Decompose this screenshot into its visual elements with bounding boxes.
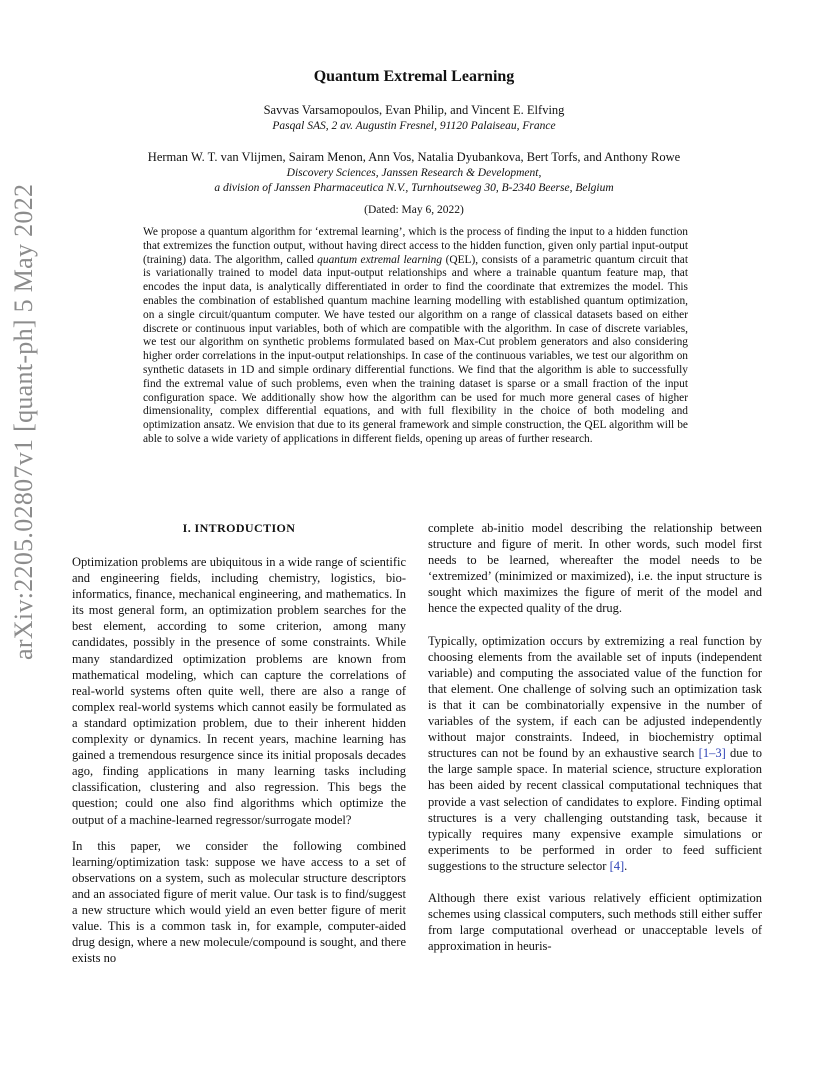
arxiv-identifier[interactable]: arXiv:2205.02807v1 [quant-ph] 5 May 2022 <box>9 183 38 660</box>
intro-paragraph-3: complete ab-initio model describing the relationship between structure and figure of merit. In other words, such model first needs to be learned, whereafter the model needs to be ‘extremized’ (minimized or maximized), i.e. the input structure is sought which maximizes the figure of merit of the model and hence the expected quality of the drug. <box>428 521 762 616</box>
author-list-1: Savvas Varsamopoulos, Evan Philip, and Vincent E. Elfving <box>263 103 565 117</box>
abstract-text-1: We propose a quantum algorithm for ‘extremal learning’, which is the process of finding the input to a hidden function that extremizes the function output, without having direct access to the hidden function, given only partial input-output (training) data. The algorithm, called <box>143 226 688 266</box>
citation-link-1-3[interactable]: [1–3] <box>698 746 726 761</box>
section-heading-introduction: I. INTRODUCTION <box>182 521 296 535</box>
intro-p4-text-c: . <box>624 858 628 873</box>
intro-p4-text-a: Typically, optimization occurs by extremizing a real function by choosing elements from the available set of inputs (independent variable) and computing the associated value of the function for that element. One challenge of solving such an optimization task is that it can be combinatorially expensive in the number of variables of the system, if each can be adjusted independently without major constraints. Indeed, in biochemistry optimal structures can not be found by an exhaustive search <box>428 633 762 761</box>
paper-title: Quantum Extremal Learning <box>313 68 515 85</box>
left-column <box>72 520 406 976</box>
date-line: (Dated: May 6, 2022) <box>364 204 464 216</box>
author-list-2: Herman W. T. van Vlijmen, Sairam Menon, Ann Vos, Natalia Dyubankova, Bert Torfs, and Anthony Rowe <box>147 150 681 164</box>
intro-paragraph-5: Although there exist various relatively efficient optimization schemes using classical computers, such methods still either suffer from large computational overhead or unacceptable levels of approximation in heuris- <box>428 890 762 954</box>
intro-p4-text-b: due to the large sample space. In material science, structure exploration has been aided by recent classical computational techniques that provide a vast selection of candidates to explore. Finding optimal structures is a very challenging outstanding task, because it typically requires many expensive example simulations or experiments to be performed in order to feed sufficient suggestions to the structure selector <box>428 746 762 873</box>
affiliation-2-line-2: a division of Janssen Pharmaceutica N.V., Turnhoutseweg 30, B-2340 Beerse, Belgium <box>214 182 614 194</box>
intro-paragraph-4 <box>428 633 762 874</box>
intro-paragraph-1: Optimization problems are ubiquitous in a wide range of scientific and engineering fields, including chemistry, logistics, bio-informatics, finance, mechanical engineering, and mathematics. In its most general form, an optimization problem searches for the best element, according to some criterion, among many candidates, possibly in the presence of some constraints. While many standardized optimization problems are known from mathematical modeling, which can capture the correlations of real-world systems often quite well, there are also a range of complex real-world systems which cannot easily be formulated as a standard optimization problem, due to their inherent hidden complexity or dynamics. In recent years, machine learning has gained a tremendous resurgence since its initial proposals decades ago, finding applications in many learning tasks including classification, clustering and also regression. This begs the question; could one also find algorithms which optimize the output of a machine-learned regressor/surrogate model? <box>72 555 406 827</box>
intro-paragraph-2: In this paper, we consider the following combined learning/optimization task: suppose we have access to a set of observations on a system, such as molecular structure descriptors and an associated figure of merit value. Our task is to find/suggest a new structure which would yield an even better figure of merit value. This is a common task in, for example, computer-aided drug design, where a new molecule/compound is sought, and there exists no <box>72 838 406 966</box>
abstract <box>143 226 688 447</box>
citation-link-4[interactable]: [4] <box>609 858 625 873</box>
affiliation-1: Pasqal SAS, 2 av. Augustin Fresnel, 91120 Palaiseau, France <box>272 120 556 132</box>
affiliation-2-line-1: Discovery Sciences, Janssen Research & Development, <box>286 167 542 179</box>
right-column <box>428 520 762 964</box>
abstract-qel-term: quantum extremal learning <box>317 253 443 266</box>
abstract-text-2: (QEL), consists of a parametric quantum circuit that is variationally trained to model data input-output relationships and where a trainable quantum feature map, that encodes the input data, is analytically differentiated in order to find the coordinate that extremizes the model. This enables the combination of established quantum machine learning modelling with established quantum optimization, on a single circuit/quantum computer. We have tested our algorithm on a range of classical datasets based on either discrete or continuous input variables, both of which are compatible with the algorithm. In case of discrete variables, we test our algorithm on synthetic problems formulated based on Max-Cut problem generators and also considering higher order correlations in the input-output relationships. In case of the continuous variables, we test our algorithm on synthetic datasets in 1D and simple ordinary differential functions. We find that the algorithm is able to successfully find the extremal value of such problems, even when the training dataset is sparse or a small fraction of the input configuration space. We additionally show how the algorithm can be used for much more general cases of higher dimensionality, complex differential equations, and with full flexibility in the choice of both modeling and optimization ansatz. We envision that due to its general framework and simple construction, the QEL algorithm will be able to solve a wide variety of applications in different fields, opening up areas of further research. <box>143 253 688 445</box>
